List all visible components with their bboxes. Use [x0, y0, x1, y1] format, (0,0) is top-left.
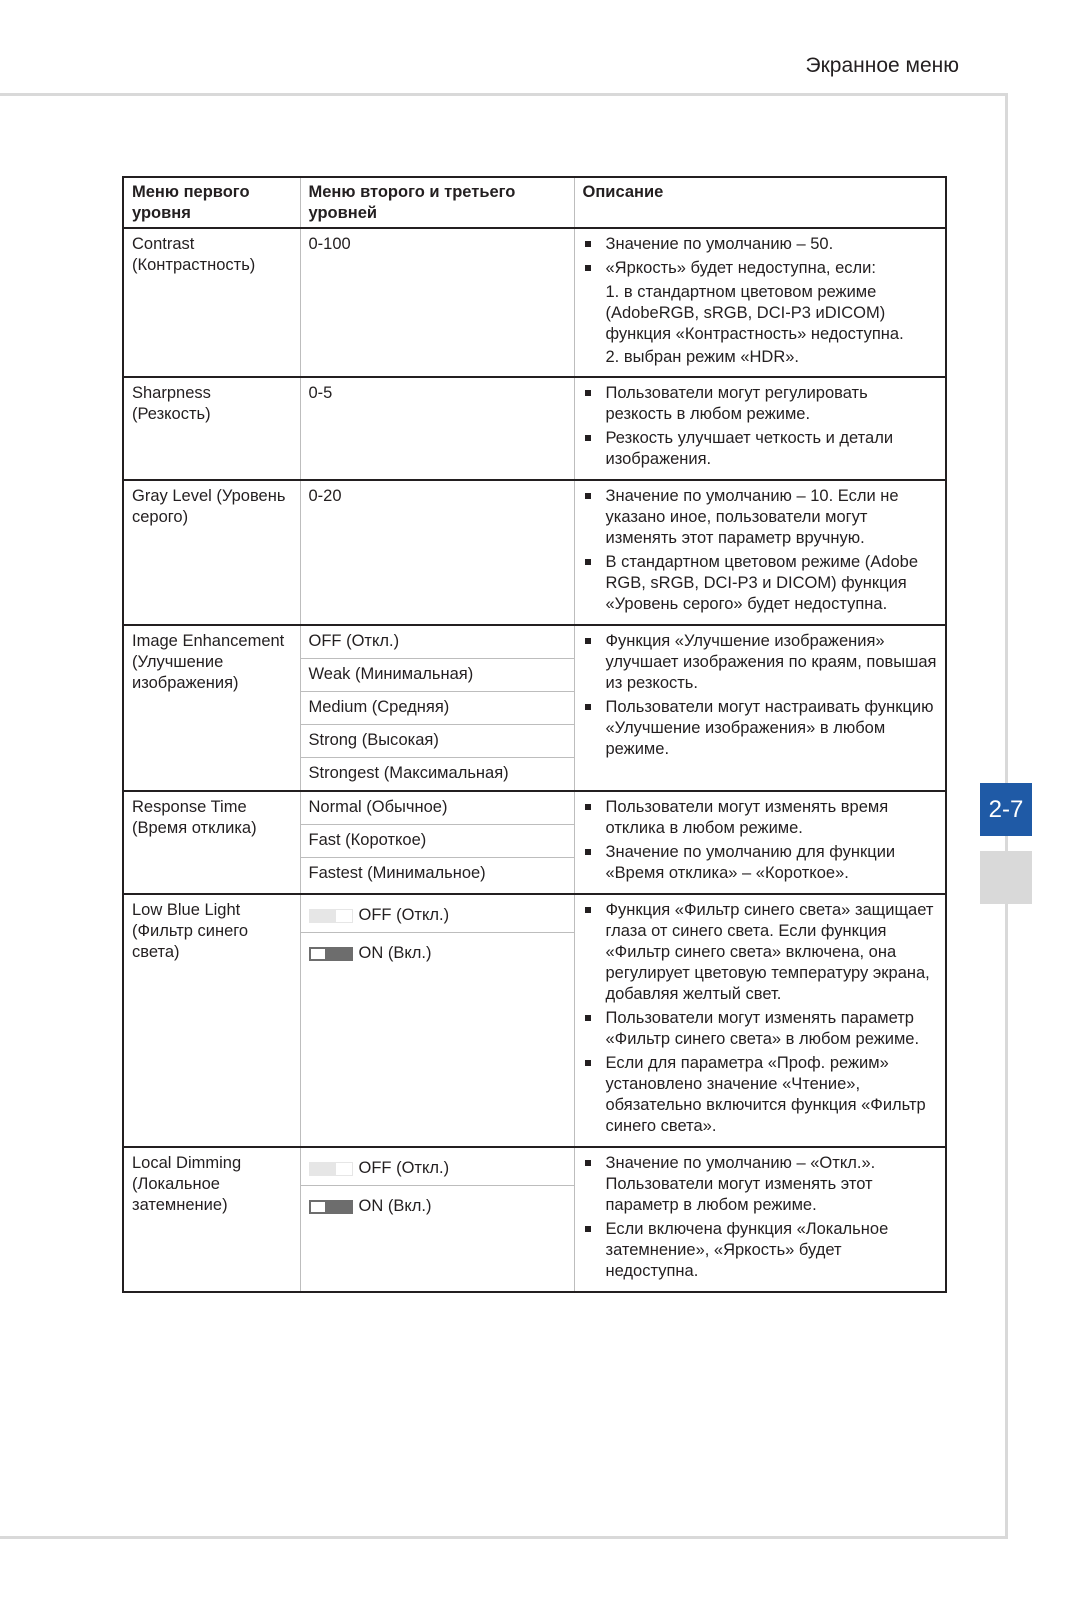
table-row-image-enhancement: [123, 625, 946, 791]
page-frame-top-line: [0, 93, 1008, 96]
table-row-contrast: [123, 228, 946, 377]
row-description: [574, 894, 946, 1147]
description-bullet: В стандартном цветовом режиме (Adobe RGB, sRGB, DCI-P3 и DICOM) функция «Уровень серого» будет недоступна.: [583, 552, 938, 615]
toggle-off-icon: [309, 909, 353, 923]
row-description: [574, 480, 946, 625]
table-row-sharpness: [123, 377, 946, 480]
row-options: [300, 625, 574, 791]
toggle-on-icon: [309, 1200, 353, 1214]
description-bullet: Пользователи могут изменять время отклика в любом режиме.: [583, 797, 938, 839]
description-bullet: Значение по умолчанию – 10. Если не указано иное, пользователи могут изменять этот параметр вручную.: [583, 486, 938, 549]
toggle-on-icon: [309, 947, 353, 961]
page-number-tab: 2-7: [980, 783, 1032, 836]
toggle-off-icon: [309, 1162, 353, 1176]
row-description: [574, 625, 946, 791]
page-side-tab: [980, 851, 1032, 904]
row-level1: Low Blue Light (Фильтр синего света): [123, 894, 300, 1147]
row-description: [574, 228, 946, 377]
option-value: Weak (Минимальная): [301, 659, 574, 692]
option-value: Normal (Обычное): [301, 792, 574, 825]
row-level1: Image Enhancement (Улучшение изображения): [123, 625, 300, 791]
description-bullet: Функция «Фильтр синего света» защищает глаза от синего света. Если функция «Фильтр синего света» включена, она регулирует цветовую температуру экрана, добавляя желтый свет.: [583, 900, 938, 1005]
description-bullet: Функция «Улучшение изображения» улучшает изображения по краям, повышая из резкость.: [583, 631, 938, 694]
description-bullet: Пользователи могут настраивать функцию «Улучшение изображения» в любом режиме.: [583, 697, 938, 760]
row-options: [300, 377, 574, 480]
toggle-option-off: [301, 1148, 574, 1186]
toggle-option-off: [301, 895, 574, 933]
row-options: [300, 1147, 574, 1292]
table-row-low-blue-light: [123, 894, 946, 1147]
description-bullet: Значение по умолчанию для функции «Время отклика» – «Короткое».: [583, 842, 938, 884]
description-subitem: 1. в стандартном цветовом режиме (AdobeRGB, sRGB, DCI-P3 иDICOM) функция «Контрастность» недоступна.: [605, 283, 904, 343]
osd-menu-table: [122, 176, 947, 1293]
option-value: 0-100: [308, 235, 351, 253]
row-description: [574, 791, 946, 894]
table-header-row: [123, 177, 946, 228]
table-row-response-time: [123, 791, 946, 894]
option-value: OFF (Откл.): [301, 626, 574, 659]
description-bullet: Пользователи могут изменять параметр «Фильтр синего света» в любом режиме.: [583, 1008, 938, 1050]
option-value: Strongest (Максимальная): [308, 764, 509, 782]
header-level23: Меню второго и третьего уровней: [300, 177, 574, 228]
row-description: [574, 377, 946, 480]
row-level1: Local Dimming (Локальное затемнение): [123, 1147, 300, 1292]
row-level1: Gray Level (Уровень серого): [123, 480, 300, 625]
description-bullet: «Яркость» будет недоступна, если:: [583, 258, 938, 279]
table-row-gray-level: [123, 480, 946, 625]
description-subitem: 2. выбран режим «HDR».: [605, 348, 800, 366]
row-description: [574, 1147, 946, 1292]
row-level1: Response Time (Время отклика): [123, 791, 300, 894]
toggle-label: OFF (Откл.): [358, 906, 450, 924]
option-value: Strong (Высокая): [301, 725, 574, 758]
option-value: Fastest (Минимальное): [308, 864, 486, 882]
row-options: [300, 480, 574, 625]
description-bullet: Значение по умолчанию – 50.: [583, 234, 938, 255]
header-level1: Меню первого уровня: [123, 177, 300, 228]
toggle-option-on: [301, 933, 574, 970]
row-level1: Contrast (Контрастность): [123, 228, 300, 377]
option-value: Fast (Короткое): [301, 825, 574, 858]
row-options: [300, 894, 574, 1147]
description-bullet: Если включена функция «Локальное затемнение», «Яркость» будет недоступна.: [583, 1219, 938, 1282]
option-value: 0-5: [308, 384, 333, 402]
row-options: [300, 791, 574, 894]
page-header-title: Экранное меню: [805, 54, 959, 77]
row-options: [300, 228, 574, 377]
table-row-local-dimming: [123, 1147, 946, 1292]
description-bullet: Резкость улучшает четкость и детали изображения.: [583, 428, 938, 470]
toggle-label: OFF (Откл.): [358, 1159, 450, 1177]
option-value: Medium (Средняя): [301, 692, 574, 725]
page-frame-bottom-line: [0, 1536, 1008, 1539]
toggle-label: ON (Вкл.): [358, 944, 432, 962]
description-bullet: Пользователи могут регулировать резкость в любом режиме.: [583, 383, 938, 425]
toggle-option-on: [301, 1186, 574, 1223]
header-description: Описание: [574, 177, 946, 228]
description-bullet: Если для параметра «Проф. режим» установлено значение «Чтение», обязательно включится функция «Фильтр синего света».: [583, 1053, 938, 1137]
option-value: 0-20: [308, 487, 342, 505]
description-bullet: Значение по умолчанию – «Откл.». Пользователи могут изменять этот параметр в любом режиме.: [583, 1153, 938, 1216]
toggle-label: ON (Вкл.): [358, 1197, 432, 1215]
row-level1: Sharpness (Резкость): [123, 377, 300, 480]
